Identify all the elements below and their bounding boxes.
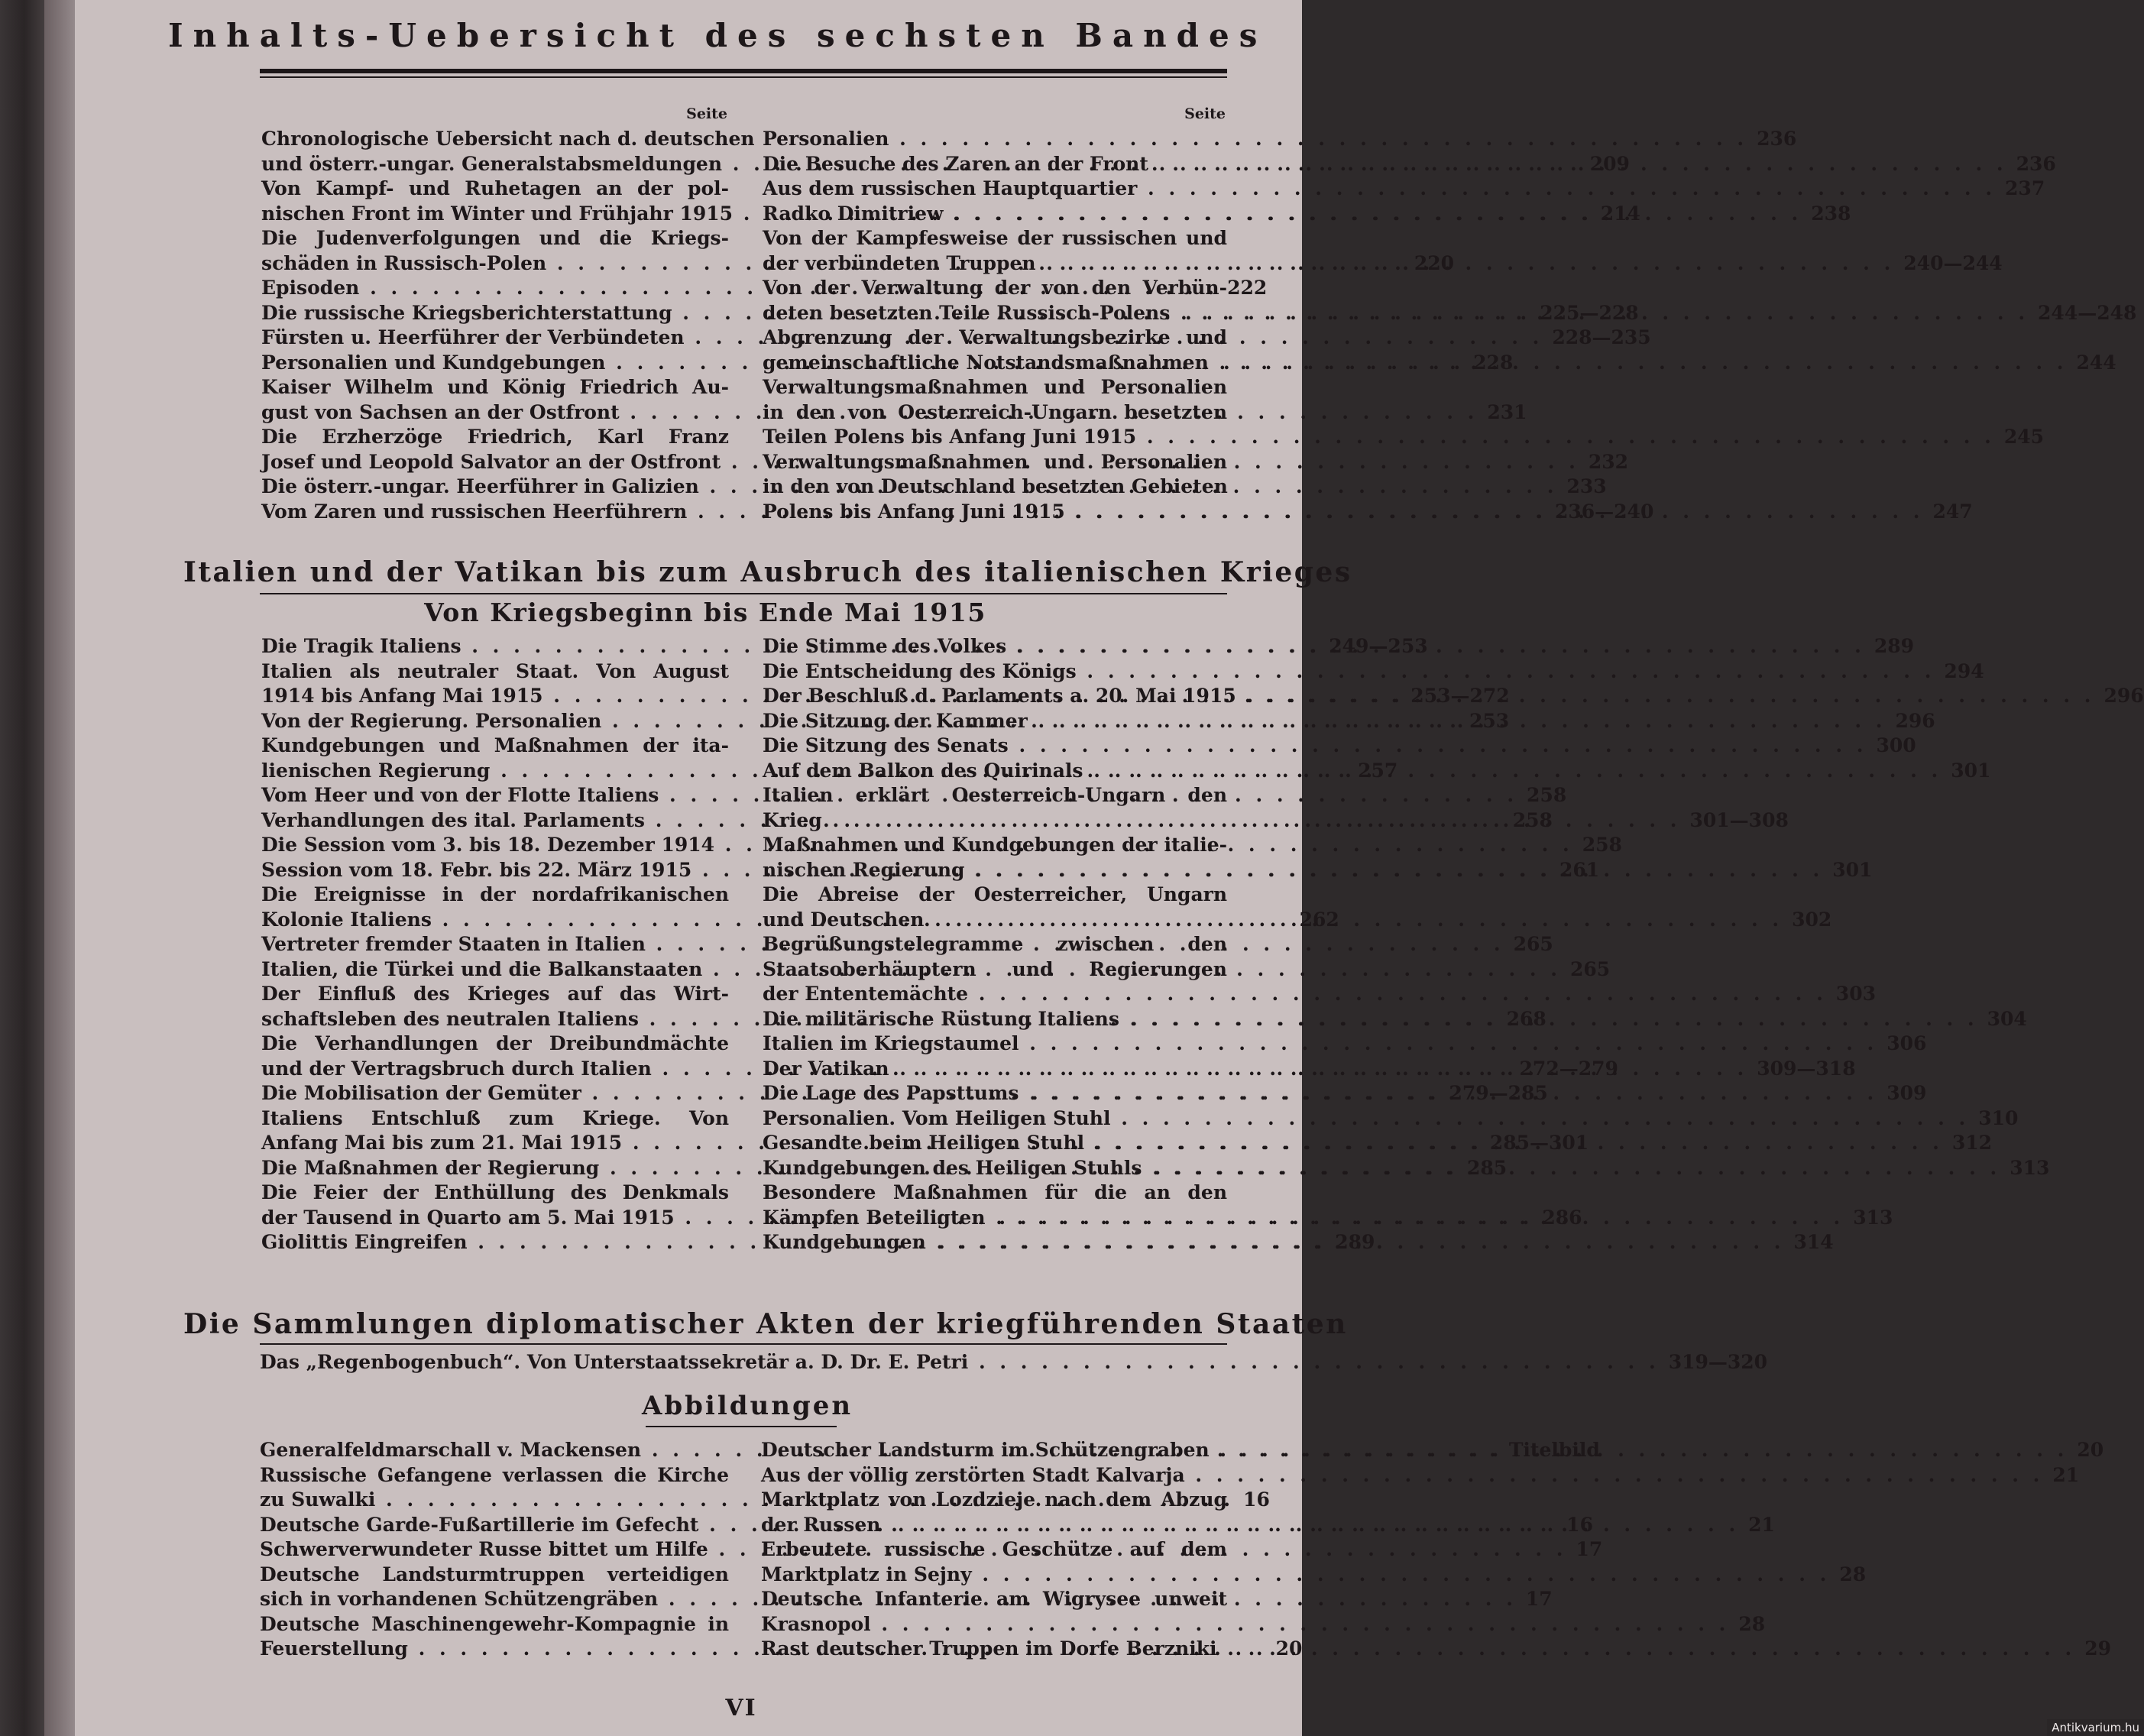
toc-entry-page: 228—235 bbox=[1552, 326, 1651, 348]
toc-entry-last-line bbox=[763, 982, 1876, 1007]
toc-entry-title: lienischen Regierung . . . bbox=[261, 759, 1349, 784]
toc-entry-title: gust von Sachsen an der Ostfront . . . bbox=[261, 400, 1478, 426]
toc-entry-page: 262 bbox=[1299, 908, 1339, 931]
toc-entry-page: 285 bbox=[1466, 1156, 1508, 1179]
toc-entry-page: 285—301 bbox=[1489, 1132, 1589, 1154]
toc-entry-title: Die Besuche des Zaren an der Front . . . bbox=[763, 152, 2007, 177]
toc-entry-line: Verwaltungsmaßnahmen und Personalien bbox=[763, 450, 1227, 473]
toc-entry-line: Kaiser Wilhelm und König Friedrich Au- bbox=[261, 376, 729, 398]
toc-entry bbox=[763, 1032, 1927, 1057]
toc-entry-line: Die Erzherzöge Friedrich, Karl Franz bbox=[261, 426, 729, 448]
toc-entry-title: deten besetzten Teile Russisch-Polens . . . bbox=[763, 301, 2029, 326]
toc-entry-title: Die Maßnahmen der Regierung . . . bbox=[261, 1156, 1458, 1181]
seite-label: Seite bbox=[686, 105, 727, 122]
toc-entry-title: und der Vertragsbruch durch Italien . . . bbox=[261, 1057, 1511, 1082]
toc-entry-line: Russische Gefangene verlassen die Kirche bbox=[260, 1463, 729, 1486]
toc-entry-page: 209 bbox=[1589, 152, 1630, 175]
toc-entry-title: Marktplatz in Sejny . . . bbox=[761, 1563, 1830, 1588]
toc-entry-line: Deutsche Maschinengewehr-Kompagnie in bbox=[260, 1612, 729, 1635]
toc-entry-line: Kundgebungen und Maßnahmen der ita- bbox=[261, 734, 729, 756]
toc-entry-title: Die österr.-ungar. Heerführer in Galizien . . . bbox=[261, 474, 1558, 500]
toc-entry-page: 244—248 bbox=[2038, 301, 2137, 324]
toc-entry-page: 272—279 bbox=[1519, 1057, 1618, 1080]
toc-entry-title: schaftsleben des neutralen Italiens . . . bbox=[261, 1007, 1498, 1032]
toc-entry-page: 244 bbox=[2076, 351, 2116, 374]
toc-entry-page: 253 bbox=[1469, 709, 1510, 732]
toc-entry-page: 312 bbox=[1951, 1132, 1993, 1154]
toc-entry-page: 17 bbox=[1576, 1538, 1603, 1560]
toc-entry-page: 220 bbox=[1414, 251, 1455, 274]
toc-entry-title: der Tausend in Quarto am 5. Mai 1915 . . . bbox=[261, 1206, 1533, 1231]
toc-entry-line: Die Judenverfolgungen und die Kriegs- bbox=[261, 227, 729, 249]
toc-entry-page: 238 bbox=[1811, 202, 1851, 225]
toc-entry-title: sich in vorhandenen Schützengräben . . . bbox=[260, 1587, 1517, 1612]
toc-entry-title: Session vom 18. Febr. bis 22. März 1915 . . . bbox=[261, 858, 1550, 883]
toc-entry-title: Die Sitzung der Kammer . . . bbox=[763, 709, 1887, 734]
toc-entry-line: in den von Deutschland besetzten Gebieten bbox=[763, 475, 1228, 497]
toc-entry-title: Vom Heer und von der Flotte Italiens . . . bbox=[261, 783, 1517, 808]
toc-entry-title: Krieg . . . bbox=[763, 808, 1681, 834]
toc-entry-last-line bbox=[763, 127, 1797, 152]
toc-entry-page: 286 bbox=[1542, 1206, 1582, 1229]
toc-entry-page: 296 bbox=[2104, 685, 2144, 707]
toc-entry bbox=[763, 177, 2045, 202]
toc-entry-title: Personalien . . . bbox=[763, 127, 1747, 152]
toc-entry-title: Radko Dimitriew . . . bbox=[763, 202, 1802, 227]
toc-regenbogen-title: Das „Regenbogenbuch“. Von Unterstaatssekretär a. D. Dr. E. Petri . . . bbox=[260, 1351, 1660, 1373]
toc-entry-line: Maßnahmen und Kundgebungen der italie- bbox=[763, 834, 1227, 856]
toc-entry-title: Kämpfen Beteiligten . . . bbox=[763, 1206, 1844, 1231]
toc-entry-line: Marktplatz von Lozdzieje nach dem Abzug bbox=[761, 1488, 1227, 1511]
toc-entry bbox=[763, 127, 1797, 152]
toc-entry-page: 258 bbox=[1512, 808, 1553, 831]
toc-entry-page: 236 bbox=[2016, 152, 2056, 175]
toc-entry-title: Schwerverwundeter Russe bittet um Hilfe . . . bbox=[260, 1537, 1567, 1563]
toc-entry-line: Von der Verwaltung der von den Verbün- bbox=[763, 277, 1227, 299]
toc-entry-title: Der Beschluß d. Parlaments a. 20. Mai 1915 . . . bbox=[763, 684, 2094, 709]
toc-entry-title: Giolittis Eingreifen . . . bbox=[261, 1230, 1326, 1255]
toc-entry-line: Italien erklärt Oesterreich-Ungarn den bbox=[763, 784, 1227, 806]
toc-entry-page: 236 bbox=[1757, 128, 1797, 150]
toc-entry-page: 214 bbox=[1600, 202, 1640, 225]
toc-entry-title: Vertreter fremder Staaten in Italien . . . bbox=[261, 932, 1504, 957]
toc-entry-page: 17 bbox=[1525, 1588, 1553, 1610]
toc-entry-title: Kundgebungen . . . bbox=[763, 1230, 1785, 1255]
toc-entry-last-line bbox=[763, 1032, 1927, 1057]
toc-entry-title: Der Vatikan . . . bbox=[763, 1057, 1747, 1082]
toc-entry-title: Italien, die Türkei und die Balkanstaaten . . . bbox=[261, 957, 1561, 983]
toc-entry-page: 232 bbox=[1588, 450, 1629, 473]
toc-entry-title: Generalfeldmarschall v. Mackensen . . . bbox=[260, 1438, 1500, 1463]
toc-entry-page: 303 bbox=[1835, 983, 1876, 1005]
toc-entry-title: zu Suwalki . . . bbox=[260, 1488, 1234, 1513]
toc-entry-title: Die Tragik Italiens . . . bbox=[261, 634, 1320, 659]
toc-entry-page: 289 bbox=[1335, 1231, 1375, 1253]
abbildungen-title: Abbildungen bbox=[642, 1391, 853, 1421]
toc-entry-title: Josef und Leopold Salvator an der Ostfront . . . bbox=[261, 450, 1579, 475]
toc-entry-line: Begrüßungstelegramme zwischen den bbox=[763, 933, 1227, 955]
toc-entry-page: 302 bbox=[1792, 908, 1832, 931]
toc-entry-page: 289 bbox=[1874, 635, 1915, 657]
toc-entry-title: Vom Zaren und russischen Heerführern . . . bbox=[261, 500, 1546, 525]
toc-entry-title: Deutscher Landsturm im Schützengraben . . . bbox=[761, 1438, 2068, 1463]
toc-entry-title: nischen Regierung . . . bbox=[763, 858, 1823, 883]
toc-entry-title: schäden in Russisch-Polen . . . bbox=[261, 251, 1405, 277]
toc-entry-last-line bbox=[763, 1106, 2019, 1132]
toc-entry-page: 240—244 bbox=[1903, 251, 2003, 274]
toc-entry-line: Abgrenzung der Verwaltungsbezirke und bbox=[763, 326, 1227, 348]
toc-entry-page: 296 bbox=[1895, 709, 1935, 732]
toc-entry bbox=[763, 659, 1984, 685]
toc-entry-line: Von der Kampfesweise der russischen und bbox=[763, 227, 1227, 249]
toc-entry-page: 222 bbox=[1227, 277, 1268, 299]
toc-entry-line: Verwaltungsmaßnahmen und Personalien bbox=[763, 376, 1227, 398]
toc-entry-page: 245 bbox=[2003, 426, 2045, 448]
toc-entry-title: Anfang Mai bis zum 21. Mai 1915 . . . bbox=[261, 1131, 1481, 1156]
toc-entry-page: 301—308 bbox=[1689, 808, 1789, 831]
toc-entry-line: Chronologische Uebersicht nach d. deutschen bbox=[261, 128, 755, 150]
toc-entry-title: Italien im Kriegstaumel . . . bbox=[763, 1032, 1877, 1057]
toc-entry-line: Deutsche Infanterie am Wigrysee unweit bbox=[761, 1588, 1227, 1610]
section-title-sammlungen: Die Sammlungen diplomatischer Akten der kriegführenden Staaten bbox=[183, 1308, 1348, 1340]
toc-entry-page: 309 bbox=[1887, 1082, 1927, 1104]
toc-entry-page: 301 bbox=[1832, 858, 1873, 881]
toc-entry-page: 236—240 bbox=[1554, 500, 1654, 523]
toc-entry-title: Teilen Polens bis Anfang Juni 1915 . . . bbox=[763, 425, 1995, 450]
toc-entry-line: Die Feier der Enthüllung des Denkmals bbox=[261, 1181, 729, 1203]
toc-entry-page: 309—318 bbox=[1757, 1057, 1856, 1080]
toc-entry-page: 21 bbox=[2052, 1463, 2080, 1486]
toc-entry-page: 294 bbox=[1944, 659, 1984, 682]
toc-entry-title: Aus dem russischen Hauptquartier . . . bbox=[763, 177, 1996, 202]
header-rule bbox=[260, 69, 1227, 73]
toc-entry-line: Italien als neutraler Staat. Von August bbox=[261, 659, 729, 682]
section-title-italien: Italien und der Vatikan bis zum Ausbruch des italienischen Krieges bbox=[183, 556, 1352, 588]
toc-entry-title: und österr.-ungar. Generalstabsmeldungen . . . bbox=[261, 152, 1581, 177]
toc-entry-title: nischen Front im Winter und Frühjahr 1915 . . . bbox=[261, 202, 1592, 227]
toc-entry-page: 258 bbox=[1527, 784, 1567, 806]
toc-entry bbox=[761, 1463, 2080, 1488]
toc-entry-line: Die Abreise der Oesterreicher, Ungarn bbox=[763, 883, 1227, 905]
toc-entry-title: Die Lage des Papsttums . . . bbox=[763, 1081, 1877, 1106]
toc-entry-line: Italiens Entschluß zum Kriege. Von bbox=[261, 1106, 729, 1129]
toc-entry-title: Gesandte beim Heiligen Stuhl . . . bbox=[763, 1131, 1943, 1156]
subtitle-kriegsbeginn: Von Kriegsbeginn bis Ende Mai 1915 bbox=[424, 598, 986, 627]
toc-entry-page: 233 bbox=[1566, 475, 1607, 497]
toc-entry-title: und Deutschen . . . bbox=[763, 908, 1783, 933]
toc-entry-last-line bbox=[763, 659, 1984, 685]
toc-entry-title: Episoden . . . bbox=[261, 276, 1218, 301]
toc-entry-title: Polens bis Anfang Juni 1915 . . . bbox=[763, 500, 1923, 525]
toc-entry-title: 1914 bis Anfang Mai 1915 . . . bbox=[261, 684, 1401, 709]
book-spine bbox=[0, 0, 44, 1736]
abbildungen-rule bbox=[646, 1426, 837, 1427]
toc-entry-title: Kundgebungen des Heiligen Stuhls . . . bbox=[763, 1156, 2000, 1181]
toc-entry-page: 28 bbox=[1738, 1612, 1766, 1635]
page-number: VI bbox=[725, 1695, 757, 1721]
toc-entry-title: Aus der völlig zerstörten Stadt Kalvarja . . . bbox=[761, 1463, 2043, 1488]
toc-entry-line: in den von Oesterreich-Ungarn besetzten bbox=[763, 400, 1227, 423]
toc-entry-title: Die Entscheidung des Königs . . . bbox=[763, 659, 1935, 685]
toc-entry-line: Deutsche Landsturmtruppen verteidigen bbox=[260, 1563, 729, 1585]
toc-entry-page: Titelbild bbox=[1508, 1439, 1600, 1461]
toc-entry-title: Krasnopol . . . bbox=[761, 1612, 1729, 1637]
toc-entry-title: Auf dem Balkon des Quirinals . . . bbox=[763, 759, 1942, 784]
toc-entry-last-line bbox=[761, 1463, 2080, 1488]
toc-entry-page: 313 bbox=[2010, 1156, 2050, 1179]
toc-entry-page: 16 bbox=[1566, 1513, 1593, 1536]
toc-entry-title: Die russische Kriegsberichterstattung . . . bbox=[261, 301, 1530, 326]
toc-entry-page: 268 bbox=[1506, 1007, 1546, 1030]
toc-entry-page: 313 bbox=[1853, 1206, 1893, 1229]
toc-entry-title: Die Stimme des Volkes . . . bbox=[763, 634, 1865, 659]
toc-entry-line: Besondere Maßnahmen für die an den bbox=[763, 1181, 1227, 1203]
toc-entry-page: 265 bbox=[1569, 957, 1611, 980]
toc-entry-page: 20 bbox=[1275, 1637, 1303, 1660]
toc-entry-last-line bbox=[761, 1612, 1766, 1637]
toc-regenbogen bbox=[260, 1351, 1768, 1373]
toc-entry-line: Erbeutete russische Geschütze auf dem bbox=[761, 1538, 1227, 1560]
toc-entry-line: Der Einfluß des Krieges auf das Wirt- bbox=[261, 983, 729, 1005]
section-rule-2 bbox=[260, 1343, 1227, 1345]
toc-entry-last-line bbox=[763, 177, 2045, 202]
toc-entry-title: Personalien. Vom Heiligen Stuhl . . . bbox=[763, 1106, 1969, 1132]
toc-entry-title: der Russen . . . bbox=[761, 1513, 1739, 1538]
toc-entry-title: Fürsten u. Heerführer der Verbündeten . . . bbox=[261, 326, 1543, 351]
toc-entry-title: Die militärische Rüstung Italiens . . . bbox=[763, 1007, 1978, 1032]
toc-entry-page: 16 bbox=[1243, 1488, 1270, 1511]
toc-entry-title: Verhandlungen des ital. Parlaments . . . bbox=[261, 808, 1504, 834]
toc-entry-page: 28 bbox=[1839, 1563, 1867, 1585]
toc-entry-page: 247 bbox=[1932, 500, 1973, 523]
toc-entry-page: 231 bbox=[1487, 400, 1527, 423]
seite-label: Seite bbox=[1184, 105, 1226, 122]
toc-entry-title: der verbündeten Truppen . . . bbox=[763, 251, 1894, 277]
toc-entry-line: Staatsoberhäuptern und Regierungen bbox=[763, 957, 1227, 980]
toc-entry-page: 20 bbox=[2077, 1439, 2104, 1461]
toc-entry-last-line bbox=[761, 1563, 1867, 1588]
toc-entry-line: Die Ereignisse in der nordafrikanischen bbox=[261, 883, 729, 905]
toc-entry-page: 253—272 bbox=[1410, 685, 1510, 707]
toc-entry-title: der Ententemächte . . . bbox=[763, 982, 1827, 1007]
toc-entry-title: Die Mobilisation der Gemüter . . . bbox=[261, 1081, 1440, 1106]
toc-entry-title: Deutsche Garde-Fußartillerie im Gefecht . . . bbox=[260, 1513, 1557, 1538]
toc-entry-title: Kolonie Italiens . . . bbox=[261, 908, 1291, 933]
toc-entry-page: 29 bbox=[2084, 1637, 2112, 1660]
toc-entry-page: 279—285 bbox=[1449, 1082, 1548, 1104]
toc-entry-page: 249—253 bbox=[1329, 635, 1428, 657]
header-rule-thin bbox=[260, 76, 1227, 78]
toc-entry-page: 228 bbox=[1473, 351, 1514, 374]
header-title: Inhalts-Uebersicht des sechsten Bandes bbox=[168, 17, 1268, 54]
toc-entry-title: Von der Regierung. Personalien . . . bbox=[261, 709, 1460, 734]
toc-entry-page: 300 bbox=[1876, 734, 1916, 756]
toc-entry-page: 310 bbox=[1978, 1106, 2019, 1129]
toc-entry-page: 237 bbox=[2005, 177, 2045, 199]
toc-entry-title: Rast deutscher Truppen im Dorfe Berzniki . . . bbox=[761, 1637, 2075, 1662]
page-edge bbox=[44, 0, 75, 1736]
toc-entry-page: 261 bbox=[1559, 858, 1600, 881]
toc-entry bbox=[763, 734, 1916, 759]
toc-entry-title: Die Sitzung des Senats . . . bbox=[763, 734, 1867, 759]
toc-entry-last-line bbox=[763, 425, 2045, 450]
section-rule bbox=[260, 593, 1227, 594]
toc-entry-title: Die Session vom 3. bis 18. Dezember 1914 . . . bbox=[261, 833, 1573, 858]
toc-entry-page: 225—228 bbox=[1540, 301, 1639, 324]
toc-entry bbox=[763, 1106, 2019, 1132]
toc-regenbogen-page: 319—320 bbox=[1668, 1351, 1768, 1373]
toc-entry-line: Die Verhandlungen der Dreibundmächte bbox=[261, 1032, 729, 1054]
toc-entry-page: 258 bbox=[1582, 834, 1622, 856]
toc-entry-title: gemeinschaftliche Notstandsmaßnahmen . . . bbox=[763, 351, 2067, 376]
toc-entry-title: Personalien und Kundgebungen . . . bbox=[261, 351, 1464, 376]
toc-entry-page: 304 bbox=[1987, 1007, 2027, 1030]
toc-entry-page: 265 bbox=[1513, 933, 1553, 955]
toc-entry-title: Feuerstellung . . . bbox=[260, 1637, 1267, 1662]
toc-entry-page: 21 bbox=[1748, 1513, 1775, 1536]
toc-entry-page: 257 bbox=[1358, 759, 1398, 782]
toc-entry-page: 306 bbox=[1887, 1032, 1927, 1054]
toc-entry-line: Von Kampf- und Ruhetagen an der pol- bbox=[261, 177, 729, 199]
toc-entry-page: 301 bbox=[1951, 759, 1991, 782]
toc-entry-last-line bbox=[763, 734, 1916, 759]
toc-entry-page: 314 bbox=[1793, 1231, 1834, 1253]
watermark: Antikvarium.hu bbox=[2047, 1719, 2144, 1736]
